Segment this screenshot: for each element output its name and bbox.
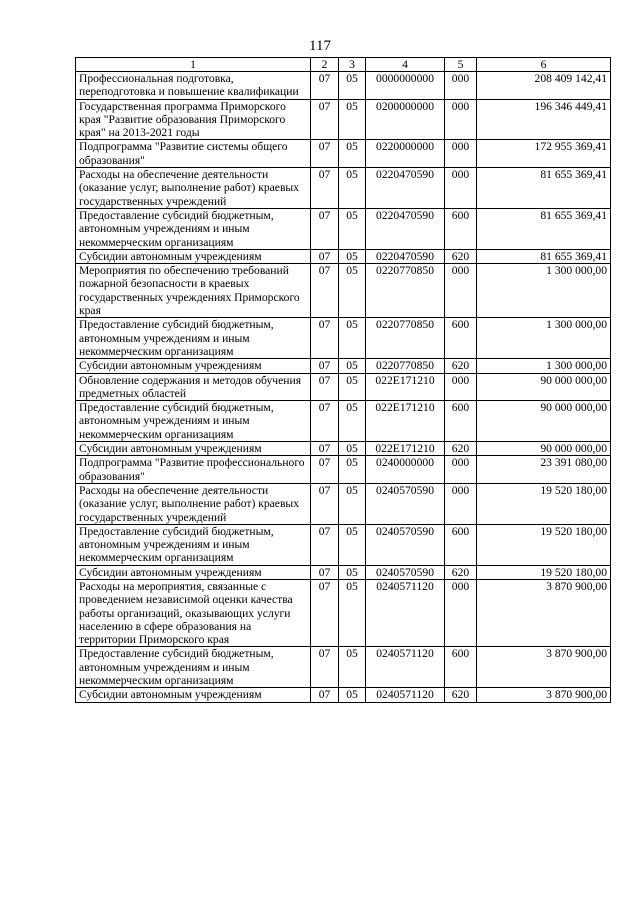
header-col-2: 2 [311, 58, 339, 72]
header-col-5: 5 [445, 58, 477, 72]
header-col-1: 1 [76, 58, 311, 72]
row-name-cell: Мероприятия по обеспечению требований пожарной безопасности в краевых государственных учреждениях Приморского края [76, 264, 311, 318]
row-expense-type-cell: 000 [445, 72, 477, 100]
row-name-cell: Субсидии автономным учреждениям [76, 565, 311, 579]
row-section-cell: 07 [311, 565, 339, 579]
row-name-cell: Предоставление субсидий бюджетным, автономным учреждениям и иным некоммерческим организациям [76, 401, 311, 442]
table-row [76, 647, 611, 688]
row-name-cell: Предоставление субсидий бюджетным, автономным учреждениям и иным некоммерческим организациям [76, 318, 311, 359]
row-name-cell: Субсидии автономным учреждениям [76, 442, 311, 456]
row-name-cell: Государственная программа Приморского края "Развитие образования Приморского края" на 2013-2021 годы [76, 99, 311, 140]
row-expense-type-cell: 620 [445, 688, 477, 702]
row-name-cell: Субсидии автономным учреждениям [76, 688, 311, 702]
row-target-code-cell: 0240571120 [366, 688, 445, 702]
row-amount-cell: 81 655 369,41 [477, 168, 611, 209]
row-target-code-cell: 0200000000 [366, 99, 445, 140]
row-section-cell: 07 [311, 140, 339, 168]
table-row [76, 72, 611, 100]
row-section-cell: 07 [311, 264, 339, 318]
table-row [76, 168, 611, 209]
row-section-cell: 07 [311, 401, 339, 442]
row-expense-type-cell: 600 [445, 647, 477, 688]
row-expense-type-cell: 000 [445, 579, 477, 646]
row-target-code-cell: 022E171210 [366, 401, 445, 442]
row-amount-cell: 3 870 900,00 [477, 647, 611, 688]
row-subsection-cell: 05 [339, 565, 366, 579]
row-section-cell: 07 [311, 688, 339, 702]
table-row [76, 140, 611, 168]
row-subsection-cell: 05 [339, 249, 366, 263]
row-subsection-cell: 05 [339, 359, 366, 373]
table-row [76, 99, 611, 140]
row-name-cell: Профессиональная подготовка, переподготовка и повышение квалификации [76, 72, 311, 100]
table-row [76, 688, 611, 702]
table-header [76, 58, 611, 72]
row-target-code-cell: 0220770850 [366, 318, 445, 359]
row-expense-type-cell: 000 [445, 140, 477, 168]
row-amount-cell: 90 000 000,00 [477, 442, 611, 456]
row-expense-type-cell: 600 [445, 524, 477, 565]
row-amount-cell: 1 300 000,00 [477, 264, 611, 318]
row-amount-cell: 172 955 369,41 [477, 140, 611, 168]
row-target-code-cell: 0220470590 [366, 208, 445, 249]
row-target-code-cell: 022E171210 [366, 373, 445, 401]
header-col-6: 6 [477, 58, 611, 72]
row-target-code-cell: 0220470590 [366, 168, 445, 209]
table-row [76, 565, 611, 579]
row-target-code-cell: 0240571120 [366, 647, 445, 688]
row-subsection-cell: 05 [339, 456, 366, 484]
row-section-cell: 07 [311, 442, 339, 456]
table-row [76, 373, 611, 401]
row-expense-type-cell: 600 [445, 318, 477, 359]
header-col-4: 4 [366, 58, 445, 72]
row-expense-type-cell: 000 [445, 373, 477, 401]
row-expense-type-cell: 620 [445, 442, 477, 456]
row-subsection-cell: 05 [339, 208, 366, 249]
row-target-code-cell: 0220770850 [366, 264, 445, 318]
row-section-cell: 07 [311, 647, 339, 688]
row-section-cell: 07 [311, 99, 339, 140]
row-section-cell: 07 [311, 318, 339, 359]
table-row [76, 579, 611, 646]
row-amount-cell: 1 300 000,00 [477, 318, 611, 359]
row-expense-type-cell: 600 [445, 208, 477, 249]
row-name-cell: Предоставление субсидий бюджетным, автономным учреждениям и иным некоммерческим организациям [76, 647, 311, 688]
table-row [76, 456, 611, 484]
row-target-code-cell: 0220000000 [366, 140, 445, 168]
row-expense-type-cell: 000 [445, 483, 477, 524]
table-row [76, 483, 611, 524]
row-subsection-cell: 05 [339, 99, 366, 140]
row-subsection-cell: 05 [339, 483, 366, 524]
row-subsection-cell: 05 [339, 442, 366, 456]
row-expense-type-cell: 600 [445, 401, 477, 442]
row-subsection-cell: 05 [339, 373, 366, 401]
row-target-code-cell: 0240570590 [366, 524, 445, 565]
row-section-cell: 07 [311, 72, 339, 100]
row-name-cell: Субсидии автономным учреждениям [76, 359, 311, 373]
row-amount-cell: 19 520 180,00 [477, 565, 611, 579]
row-subsection-cell: 05 [339, 72, 366, 100]
row-name-cell: Субсидии автономным учреждениям [76, 249, 311, 263]
row-subsection-cell: 05 [339, 401, 366, 442]
table-row [76, 442, 611, 456]
row-expense-type-cell: 620 [445, 249, 477, 263]
row-section-cell: 07 [311, 168, 339, 209]
row-expense-type-cell: 000 [445, 99, 477, 140]
row-target-code-cell: 0240571120 [366, 579, 445, 646]
page-number: 117 [309, 38, 331, 54]
header-col-3: 3 [339, 58, 366, 72]
row-target-code-cell: 0220770850 [366, 359, 445, 373]
row-amount-cell: 1 300 000,00 [477, 359, 611, 373]
row-amount-cell: 196 346 449,41 [477, 99, 611, 140]
row-name-cell: Расходы на обеспечение деятельности (оказание услуг, выполнение работ) краевых государственных учреждений [76, 483, 311, 524]
row-expense-type-cell: 620 [445, 359, 477, 373]
row-subsection-cell: 05 [339, 688, 366, 702]
row-name-cell: Обновление содержания и методов обучения предметных областей [76, 373, 311, 401]
row-name-cell: Предоставление субсидий бюджетным, автономным учреждениям и иным некоммерческим организациям [76, 524, 311, 565]
row-subsection-cell: 05 [339, 524, 366, 565]
row-amount-cell: 23 391 080,00 [477, 456, 611, 484]
row-name-cell: Предоставление субсидий бюджетным, автономным учреждениям и иным некоммерческим организациям [76, 208, 311, 249]
row-amount-cell: 3 870 900,00 [477, 579, 611, 646]
row-target-code-cell: 0240000000 [366, 456, 445, 484]
row-amount-cell: 19 520 180,00 [477, 524, 611, 565]
row-section-cell: 07 [311, 483, 339, 524]
row-amount-cell: 208 409 142,41 [477, 72, 611, 100]
row-section-cell: 07 [311, 524, 339, 565]
row-section-cell: 07 [311, 579, 339, 646]
table-row [76, 524, 611, 565]
row-expense-type-cell: 000 [445, 168, 477, 209]
row-section-cell: 07 [311, 208, 339, 249]
row-subsection-cell: 05 [339, 264, 366, 318]
row-name-cell: Подпрограмма "Развитие системы общего образования" [76, 140, 311, 168]
row-expense-type-cell: 620 [445, 565, 477, 579]
row-subsection-cell: 05 [339, 318, 366, 359]
row-amount-cell: 90 000 000,00 [477, 373, 611, 401]
row-amount-cell: 90 000 000,00 [477, 401, 611, 442]
budget-table [75, 57, 611, 703]
table-row [76, 359, 611, 373]
table-row [76, 318, 611, 359]
row-expense-type-cell: 000 [445, 456, 477, 484]
row-target-code-cell: 0000000000 [366, 72, 445, 100]
row-expense-type-cell: 000 [445, 264, 477, 318]
row-subsection-cell: 05 [339, 168, 366, 209]
row-subsection-cell: 05 [339, 579, 366, 646]
row-name-cell: Расходы на мероприятия, связанные с проведением независимой оценки качества работы организаций, оказывающих услуги населению в сфере образования на территории Приморского края [76, 579, 311, 646]
table-row [76, 401, 611, 442]
row-section-cell: 07 [311, 249, 339, 263]
row-target-code-cell: 0220470590 [366, 249, 445, 263]
row-subsection-cell: 05 [339, 140, 366, 168]
table-row [76, 208, 611, 249]
row-section-cell: 07 [311, 359, 339, 373]
row-subsection-cell: 05 [339, 647, 366, 688]
row-section-cell: 07 [311, 373, 339, 401]
row-amount-cell: 3 870 900,00 [477, 688, 611, 702]
row-target-code-cell: 0240570590 [366, 565, 445, 579]
table-row [76, 249, 611, 263]
row-amount-cell: 81 655 369,41 [477, 208, 611, 249]
row-name-cell: Расходы на обеспечение деятельности (оказание услуг, выполнение работ) краевых государственных учреждений [76, 168, 311, 209]
row-target-code-cell: 022E171210 [366, 442, 445, 456]
row-section-cell: 07 [311, 456, 339, 484]
row-amount-cell: 81 655 369,41 [477, 249, 611, 263]
table-row [76, 264, 611, 318]
row-name-cell: Подпрограмма "Развитие профессионального образования" [76, 456, 311, 484]
row-target-code-cell: 0240570590 [366, 483, 445, 524]
row-amount-cell: 19 520 180,00 [477, 483, 611, 524]
table-body [76, 72, 611, 703]
table-header-row [76, 58, 611, 72]
